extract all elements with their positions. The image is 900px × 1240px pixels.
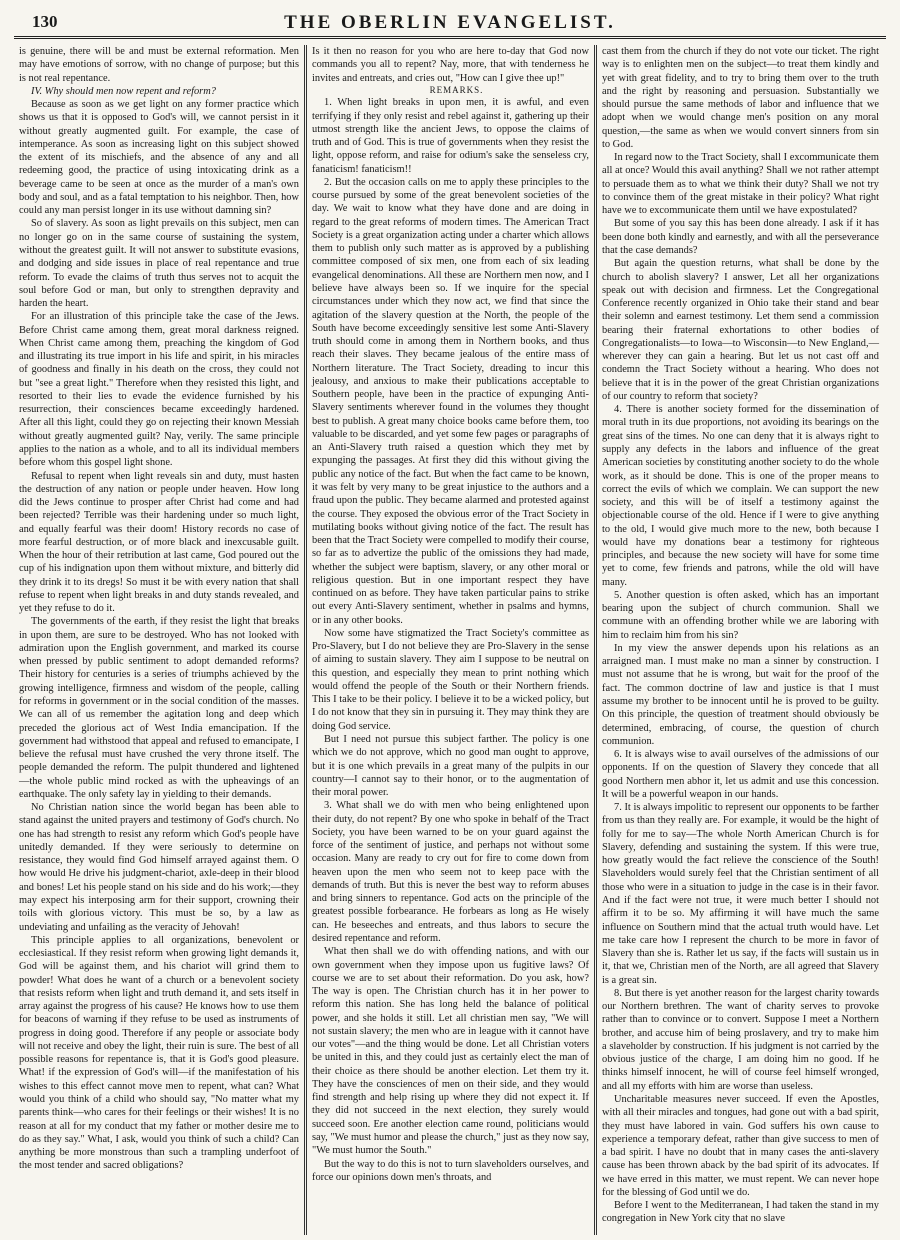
- section-subheading: REMARKS.: [429, 84, 484, 95]
- masthead: [14, 10, 886, 39]
- page-number: 130: [32, 12, 58, 31]
- paragraph: Now some have stigmatized the Tract Society's committee as Pro-Slavery, but I do not believe they are Pro-Slavery in the sense of aiming to sustain slavery. They aim I suppose to be neutral on this question, and especially they mean to print nothing which would offend the people of the South or their Northern friends. This I take to be their policy. I believe it to be a wicked policy, but I do not know that they sin in pursuing it. They may think they are doing God service.: [312, 627, 589, 732]
- paragraph: But some of you say this has been done already. I ask if it has been done both kindly and earnestly, and with all the perseverance that the case demands?: [602, 218, 879, 256]
- paragraph: This principle applies to all organizations, benevolent or ecclesiastical. If they resist reform when growing light demands it, God will be against them, and his chariot will grind them to powder! What does he want of a church or a benevolent society that resists reform when light and truth demand it, and sets itself in array against the progress of his cause? He knows how to use them for beacons of warning if they refuse to be used as instruments of progress in doing good. Therefore if any people or associate body will not receive and obey the light, their ruin is sure. The best of all possible reasons for repentance is, that it is God's good pleasure. What! if the expression of God's will—if the manifestation of his wishes to this effect cannot move men to repent, what can? What would you think of a child who should say, "No matter what my parents think—who cares for their feelings or their wishes! It is no reason at all for my conduct that my father or mother desire me to do as they say." What, I ask, would you think of such a child? Can anything be more monstrous than such a trampling underfoot of the most tender and sacred obligations?: [19, 934, 299, 1172]
- paragraph: But the way to do this is not to turn slaveholders ourselves, and force our opinions down men's throats, and: [312, 1158, 589, 1183]
- paragraph: Before I went to the Mediterranean, I had taken the stand in my congregation in New York city that no slave: [602, 1200, 879, 1225]
- paragraph: cast them from the church if they do not vote our ticket. The right way is to enlighten men on the subject—to treat them kindly and yet with great fidelity, and to try to bring them over to the truth and the right by reasoning and persuasion. Substantially we should pursue the same methods of labor and influence that we adopt when we would change men's position on any moral question,—the same as when we would convert sinners from sin to God.: [602, 46, 879, 150]
- paragraph: 2. But the occasion calls on me to apply these principles to the course pursued by some of the great benevolent societies of the day. We wait to know what they have done and are doing in regard to the great reforms of modern times. The American Tract Society is a great organization acting under a charter which allows them to publish only such matter as is approved by a publishing committee composed of six men, one from each of six leading evangelical denominations. All these are Northern men now, and I believe have always been so. If we inquire for the special circumstances under which they now act, we find that since the agitation of the slavery question at the North, the people of the South have become exceedingly sensitive lest some Anti-Slavery truth should come in among them in Northern books, and thus reach their slaves. They became jealous of the entire mass of Northern literature. The Tract Society, dreading to incur this jealousy, and anxious to make their publications acceptable to Southern people, have been in the practice of expunging Anti-Slavery sentiments wherever found in the volumes they thought best to publish. A great many choice books came before them, too valuable to be discarded, and yet some few pages or paragraphs of an Anti-Slavery truth raised a question which they met by expunging the passages. At first they did this without giving the public any notice of the fact. But when the fact came to be known, it was felt by very many to be great injustice to the authors and a fraud upon the public. They became alarmed and protested against the course. They exposed the obvious error of the Tract Society in mutilating books without giving notice of the fact. The result has been that the Tract Society were compelled to modify their course, so far as to advertize the public of the omissions they had made, whether the subject were baptism, slavery, or any other moral or religious question. But in one important respect they have continued on as before. They have taken particular pains to strike out every Anti-Slavery sentiment, whether in psalms and hymns, or in any other books.: [312, 176, 589, 626]
- column-right: [594, 45, 884, 1235]
- section-heading: IV. Why should men now repent and reform?: [31, 85, 216, 97]
- paragraph: 3. What shall we do with men who being enlightened upon their duty, do not repent? By one who spoke in behalf of the Tract Society, you have been warned to be on your guard against the force of the sentiment of justice, and perhaps not without some occasion. Many are ready to cry out for fire to come down from heaven upon the men who seem not to keep pace with the demands of truth. But this is never the best way to reform abuses and bring sinners to repentance. God acts on the principle of the greatest possible forbearance. He forbears as long as He wisely can. He beseeches and entreats, and thus labors to secure the desired repentance and reform.: [312, 800, 589, 944]
- paragraph: 4. There is another society formed for the dissemination of moral truth in its due proportions, not avoiding its bearings on the great sins of the times. No one can deny that it is always right to supply any defects in the labors and influence of the great American societies by constituting another society to do the whole work, as it should be done. This is one of the proper means to correct the evils of which we complain. We can support the new society, and this will be of itself a testimony against the objectionable course of the old. Hence if I were to give anything to the old, I would give much more to the new, both because I would have my donations bear a testimony for righteous principles, and because the new society will have for some time yet to come, few friends and patrons, while the old will have many.: [602, 404, 879, 588]
- paragraph: 5. Another question is often asked, which has an important bearing upon the subject of church communion. Shall we commune with an offending brother while we are laboring with him to reclaim him from his sin?: [602, 589, 879, 641]
- journal-title: THE OBERLIN EVANGELIST.: [284, 12, 616, 33]
- paragraph: But I need not pursue this subject farther. The policy is one which we do not approve, which no good man ought to approve, but it is one which prevails in a great many of the pulpits in our country—I cannot say to their honor, or to the augmentation of their moral power.: [312, 734, 589, 799]
- paragraph: So of slavery. As soon as light prevails on this subject, men can no longer go on in the same course of sustaining the system, without the greatest guilt. It will not answer to substitute evasions, and dodging and side issues in place of real repentance and true reform. To evade the claims of truth thus serves not to acquit the soul before God or man, but only to strengthen depravity and harden the heart.: [19, 218, 299, 310]
- paragraph: Refusal to repent when light reveals sin and duty, must hasten the destruction of any nation or people under heaven. How long did the Jews continue to prosper after Christ had come and had been rejected? Terrible was their hardening under so much light, and equally fearful was their doom! History records no case of more fearful destruction, or of more black and inexcusable guilt. When the hour of their retribution at last came, God poured out the cup of his indignation upon them without mixture, and bitterly did they drink it to its dregs! So must it be with every nation that shall refuse to repent when light breaks in and duty stands revealed, and yet they refuse to do it.: [19, 470, 299, 615]
- paragraph: For an illustration of this principle take the case of the Jews. Before Christ came among them, great moral darkness reigned. When Christ came among them, preaching the kingdom of God and illustrating its true import in his life and spirit, in his miracles of goodness and finally in his death on the cross, they could not but "see a great light." Therefore when they resisted this light, and resorted to their lies to evade the evidence furnished by his resurrection, their consciences became exceedingly hardened. After all this light, could they go on rejecting their known Messiah without greatly augmented guilt? Nay, verily. The same principle applies to the nation as a whole, and to all its individual members before whom this gospel light shone.: [19, 311, 299, 469]
- paragraph: The governments of the earth, if they resist the light that breaks in upon them, are sure to be destroyed. Who has not looked with admiration upon the English government, and marked its course when pressed by public sentiment to adopt demanded reforms? Their history for centuries is a series of triumphs achieved by the growing intelligence, firmness and wisdom of the people, calling for reforms in government or in the social condition of the masses. We can all of us remember the agitation long and deep which preceded the glorious act of West India emancipation. If the government had withstood that appeal and refused to emancipate, I believe the refusal must have crushed the very throne itself. The people demanded the reform. The pulpit thundered and lightened—the whole public mind rocked as with the upheavings of an earthquake. The only safety lay in yielding to their demands.: [19, 616, 299, 800]
- column-middle: [304, 45, 594, 1235]
- paragraph: No Christian nation since the world began has been able to stand against the united prayers and testimony of God's church. No one has had strength to resist any reform which God's people have unitedly demanded. If they were seriously to determine on resistance, they would find God himself arrayed against them. O how would He drive his judgment-chariot, axle-deep in their blood and bones! Let his people stand on his side and do his work;—they may expect his interposing arm for their support, crowning their toils with glorious victory. This must be so, by a law as undeviating and unfailing as the veracity of Jehovah!: [19, 802, 299, 933]
- paragraph: is genuine, there will be and must be external reformation. Men may have emotions of sorrow, with no change of purpose; but this is not real repentance.: [19, 46, 299, 84]
- paragraph: 8. But there is yet another reason for the largest charity towards our Northern brethren. The want of charity serves to provoke rather than to convince or to convert. Suppose I meet a Northern brother, and accuse him of being proslavery, and try to make him a slaveholder by construction. If his judgment is not carried by the obvious justice of the charge, I am doing him no good. If he thinks himself innocent, he will of course feel himself wronged, and all my efforts with him are worse than useless.: [602, 987, 879, 1092]
- paragraph: Uncharitable measures never succeed. If even the Apostles, with all their miracles and tongues, had gone out with a bad spirit, they must have labored in vain. God suffers his own cause to experience a temporary defeat, rather than give success to men of a bad spirit. I have no doubt that in many cases the anti-slavery cause has been thrown aback by the bad spirit of its advocates. If we have erred in this matter, we must repent. We can never hope for the blessing of God until we do.: [602, 1093, 879, 1198]
- paragraph: In regard now to the Tract Society, shall I excommunicate them all at once? Would this avail anything? Shall we not rather attempt to persuade them as to what we think their duty? Shall we not try to convince them of the great mistake in their policy? What right have we to excommunicate them until we have expostulated?: [602, 152, 879, 217]
- column-left: [14, 45, 304, 1235]
- paragraph: 7. It is always impolitic to represent our opponents to be farther from us than they really are. For example, it would be the hight of folly for me to say—The whole North American Church is for Slavery, defending and sustaining the system. If this were true, how greatly would the fact relieve the conscience of the South! Slaveholders would surely feel that the Christian sentiment of all those who were in a situation to judge in the case is in their favor. And if the fact were not true, it were much better I should not affirm it to be so. My affirming it will have much the same influence on Southern mind that the actual truth would have. Let me take care how I represent the church to be more in favor of Slavery than she is. Rather let us say, if the facts will sustain us in it, that we, Christian men of the North, are all agreed that Slavery is a great sin.: [602, 802, 879, 986]
- paragraph: 6. It is always wise to avail ourselves of the admissions of our opponents. If on the question of Slavery they concede that all good Northern men abhor it, let us admit and use this concession. It will be a powerful weapon in our hands.: [602, 749, 879, 800]
- paragraph: What then shall we do with offending nations, and with our own government when they impose upon us fugitive laws? Of course we are to set about their reformation. Do you ask, how? The way is open. The Christian church has it in her power to reform this nation. She has long held the balance of political power, and she holds it still. Let all christian men say, "We will not sustain slavery; the men who are in league with it cannot have our votes"—and the thing would be done. Let all Christian voters be united in this, and they could just as certainly elect the man of their choice as there should be another election. Let them try it. They have the consciences of men on their side, and they would find strength and help rising up where they did not expect it. If they did not succeed in the next election, they surely would succeed soon. Ere another election came round, politicians would say, "We must humor and please the church," just as they now say, "We must humor the South.": [312, 946, 589, 1157]
- paragraph: In my view the answer depends upon his relations as an arraigned man. I must make no man a sinner by construction. I must not assume that he is wrong, but wait for the proof of the fact. The common doctrine of law and justice is that I must assume my brother to be innocent until he is proved to be guilty. On this principle, the question of treatment should obviously be determined, embracing, of course, the question of church communion.: [602, 642, 879, 747]
- paragraph: Is it then no reason for you who are here to-day that God now commands you all to repent? Nay, more, that with tenderness he invites and entreats, and cries out, "How can I give thee up!": [312, 46, 589, 84]
- article-columns: [14, 45, 886, 1235]
- paragraph: Because as soon as we get light on any former practice which shows us that it is opposed to God's will, we cannot persist in it without greatly augmented guilt. For example, the case of intemperance. As soon as increasing light on this subject showed the extent of its mischiefs, and the absence of any and all redeeming good, the practice of using intoxicating drink as a beverage came to be seen at once as the murder of a man's own body and soul, and as a fatal temptation to his neighbor. Then, how could any man persist longer in its use without damning sin?: [19, 99, 299, 217]
- paragraph: 1. When light breaks in upon men, it is awful, and even terrifying if they only resist and rebel against it, gathering up their utmost strength like the ancient Jews, to oppose the claims of truth and of God. This is true of governments when they resist the light, oppose reform, and raise for odium's sake the senseless cry, fanaticism! fanaticism!!: [312, 97, 589, 175]
- paragraph: But again the question returns, what shall be done by the church to abolish slavery? I answer, Let all her organizations speak out with decision and firmness. Let the Congregational Conference recently organized in Ohio take their stand and bear their solemn and earnest testimony. Let them send a commission bearing their fraternal exhortations to other bodies of Congregationalists—to Iowa—to Wisconsin—to New England,—wherever they can gain a hearing. But let us not cast off and condemn the Tract Society without a hearing. Who does not believe that it is in the power of the great Christian organizations of our country to reform that society?: [602, 258, 879, 402]
